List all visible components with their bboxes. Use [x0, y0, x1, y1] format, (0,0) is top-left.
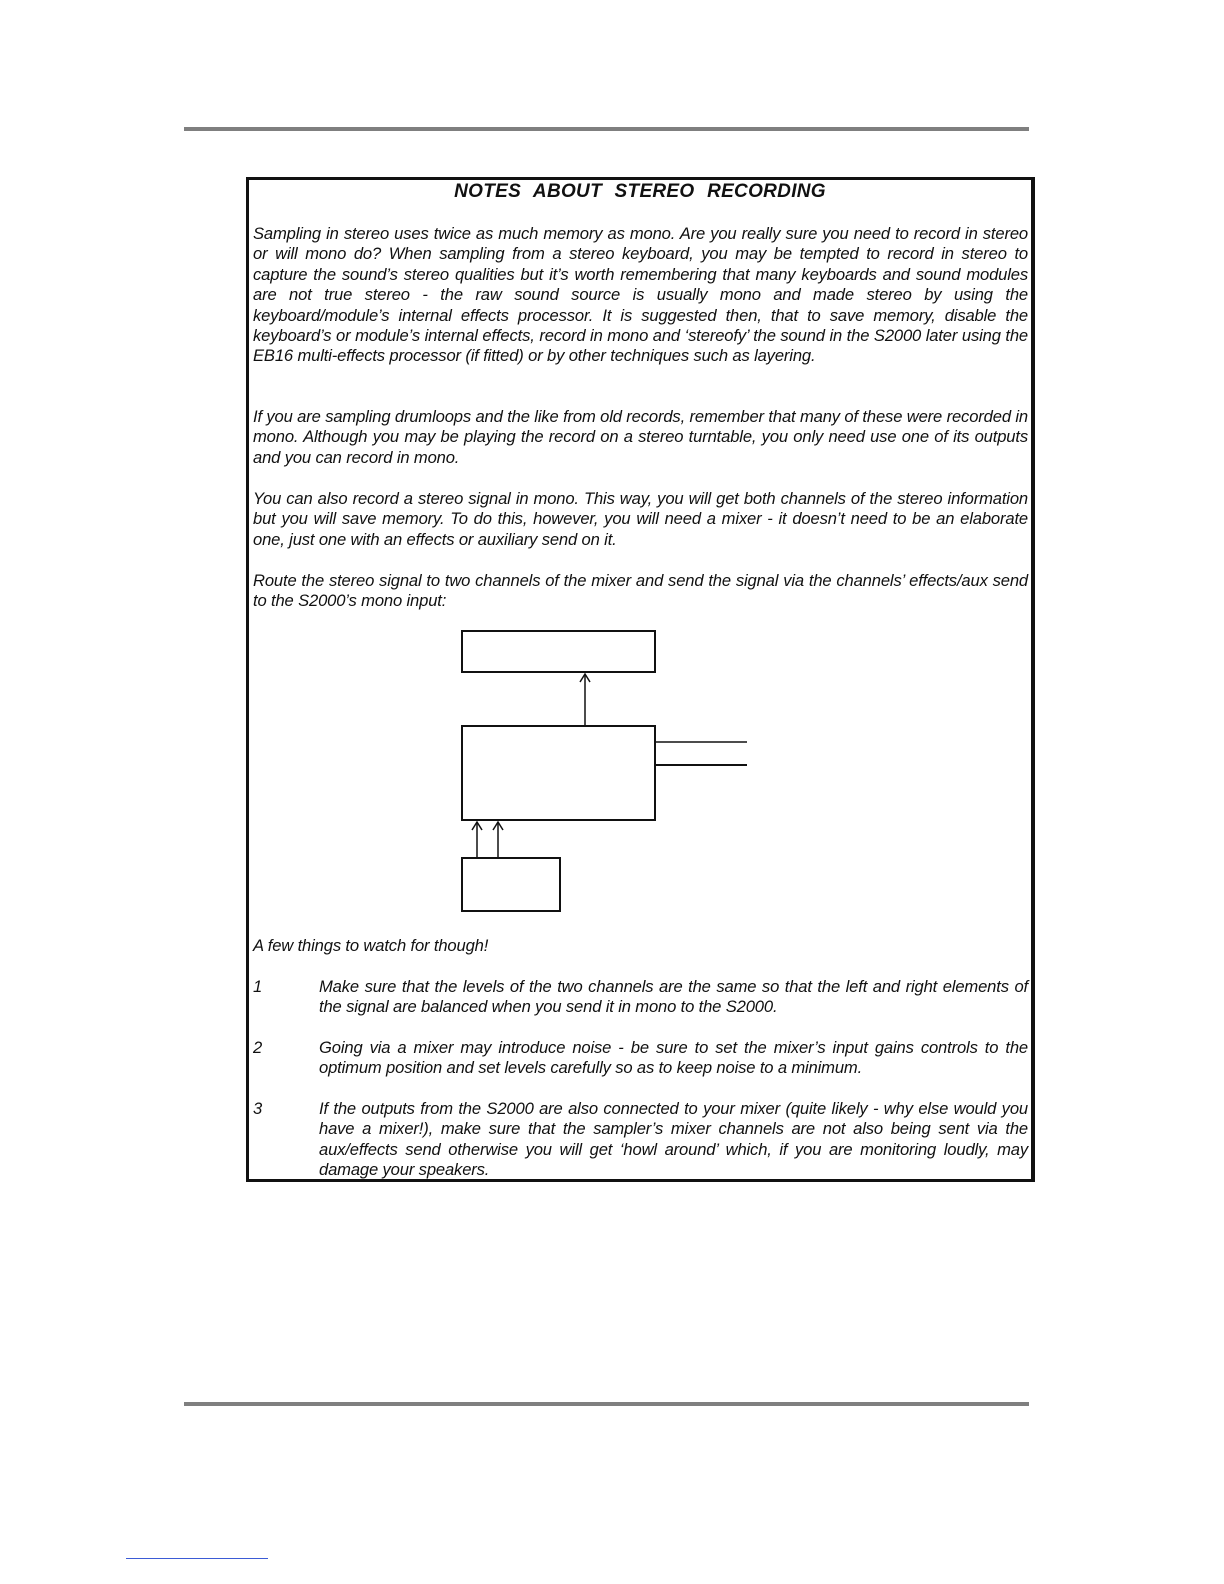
notes-box — [246, 177, 1035, 1182]
footer-link-underline — [126, 1558, 268, 1559]
list-item-number: 3 — [253, 1099, 263, 1118]
list-item-number: 1 — [253, 977, 263, 996]
paragraph-stereo-memory: Sampling in stereo uses twice as much memory as mono. Are you really sure you need to record in stereo or will mono do? When sampling from a stereo keyboard, you may be tempted to record in stereo to capture the sound’s stereo qualities but it’s worth remembering that many keyboards and sound modules are not true stereo - the raw sound source is usually mono and made stereo by using the keyboard/module’s internal effects processor. It is suggested then, that to save memory, disable the keyboard’s or module’s internal effects, record in mono and ‘stereofy’ the sound in the S2000 later using the EB16 multi-effects processor (if fitted) or by other techniques such as layering. — [253, 224, 1028, 366]
sampler-box — [462, 631, 655, 672]
paragraph-drumloops: If you are sampling drumloops and the like from old records, remember that many of these were recorded in mono. Although you may be playing the record on a stereo turntable, you only need use one of its outputs and you can record in mono. — [253, 407, 1028, 467]
list-item-text: Make sure that the levels of the two channels are the same so that the left and right elements of the signal are balanced when you send it in mono to the S2000. — [319, 977, 1028, 1017]
paragraph-stereo-in-mono: You can also record a stereo signal in mono. This way, you will get both channels of the stereo information but you will save memory. To do this, however, you will need a mixer - it doesn’t need to be an elaborate one, just one with an effects or auxiliary send on it. — [253, 489, 1028, 549]
footer-rule — [184, 1402, 1029, 1406]
paragraph-watch-for: A few things to watch for though! — [253, 936, 489, 955]
notes-title: NOTES ABOUT STEREO RECORDING — [454, 181, 826, 202]
routing-diagram — [249, 180, 1031, 940]
list-item-text: If the outputs from the S2000 are also connected to your mixer (quite likely - why else would you have a mixer!), make sure that the sampler’s mixer channels are not also being sent via the aux/effects send otherwise you will get ‘howl around’ which, if you are monitoring loudly, may damage your speakers. — [319, 1099, 1028, 1180]
header-rule — [184, 127, 1029, 131]
mixer-box — [462, 726, 655, 820]
list-item-text: Going via a mixer may introduce noise - be sure to set the mixer’s input gains controls to the optimum position and set levels carefully so as to keep noise to a minimum. — [319, 1038, 1028, 1078]
list-item-number: 2 — [253, 1038, 263, 1057]
paragraph-route-signal: Route the stereo signal to two channels of the mixer and send the signal via the channels’ effects/aux send to the S2000’s mono input: — [253, 571, 1028, 611]
source-box — [462, 858, 560, 911]
